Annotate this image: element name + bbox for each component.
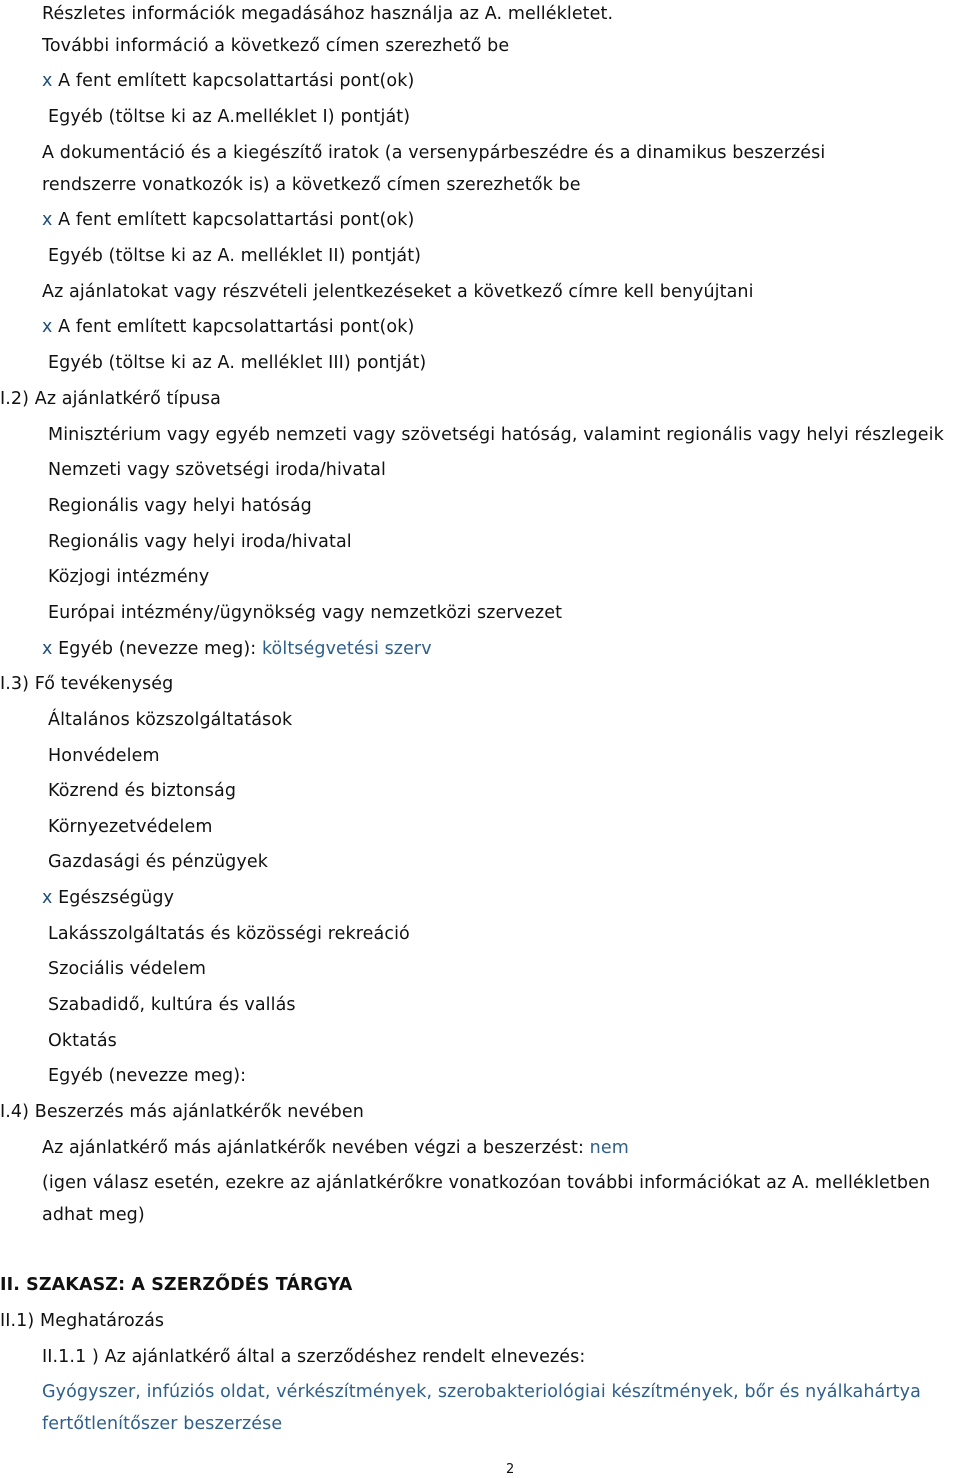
option-contact-points-checked: x A fent említett kapcsolattartási pont(ok) — [42, 317, 415, 337]
contract-name-value-cont: fertőtlenítőszer beszerzése — [42, 1414, 283, 1434]
type-option: Európai intézmény/ügynökség vagy nemzetközi szervezet — [48, 603, 563, 623]
activity-option: Gazdasági és pénzügyek — [48, 852, 268, 872]
info-source-heading: További információ a következő címen szerezhető be — [42, 36, 510, 56]
section-ii1-heading: II.1) Meghatározás — [0, 1311, 165, 1331]
behalf-answer: nem — [589, 1138, 629, 1158]
intro-text: Részletes információk megadásához használja az A. mellékletet. — [42, 4, 614, 24]
activity-option: Egyéb (nevezze meg): — [48, 1066, 247, 1086]
documentation-text-cont: rendszerre vonatkozók is) a következő címen szerezhetők be — [42, 175, 581, 195]
behalf-note: (igen válasz esetén, ezekre az ajánlatkérőkre vonatkozóan további információkat az A. mellékletben — [42, 1173, 931, 1193]
type-other-value: költségvetési szerv — [261, 639, 432, 659]
contract-name-value: Gyógyszer, infúziós oldat, vérkészítmények, szerobakteriológiai készítmények, bőr és nyálkahártya — [42, 1382, 921, 1402]
type-option: Minisztérium vagy egyéb nemzeti vagy szövetségi hatóság, valamint regionális vagy helyi részlegeik — [48, 425, 944, 445]
activity-option: Szociális védelem — [48, 959, 206, 979]
type-option-other-checked: x Egyéb (nevezze meg): költségvetési szerv — [42, 639, 432, 659]
option-contact-points-checked: x A fent említett kapcsolattartási pont(ok) — [42, 71, 415, 91]
contract-name-label: II.1.1 ) Az ajánlatkérő által a szerződéshez rendelt elnevezés: — [42, 1347, 586, 1367]
option-other: Egyéb (töltse ki az A. melléklet III) pontját) — [48, 353, 427, 373]
check-mark: x — [42, 317, 53, 337]
activity-option: Szabadidő, kultúra és vallás — [48, 995, 296, 1015]
check-mark: x — [42, 888, 53, 908]
activity-option-checked: x Egészségügy — [42, 888, 175, 908]
page-number: 2 — [506, 1462, 515, 1477]
documentation-text: A dokumentáció és a kiegészítő iratok (a versenypárbeszédre és a dinamikus beszerzési — [42, 143, 826, 163]
submission-address-text: Az ajánlatokat vagy részvételi jelentkezéseket a következő címre kell benyújtani — [42, 282, 754, 302]
section-i2-heading: I.2) Az ajánlatkérő típusa — [0, 389, 221, 409]
section-i3-heading: I.3) Fő tevékenység — [0, 674, 174, 694]
section-i4-heading: I.4) Beszerzés más ajánlatkérők nevében — [0, 1102, 364, 1122]
check-mark: x — [42, 71, 53, 91]
activity-option: Lakásszolgáltatás és közösségi rekreáció — [48, 924, 410, 944]
behalf-note-cont: adhat meg) — [42, 1205, 145, 1225]
behalf-question: Az ajánlatkérő más ajánlatkérők nevében végzi a beszerzést: nem — [42, 1138, 629, 1158]
type-option: Közjogi intézmény — [48, 567, 210, 587]
activity-option: Általános közszolgáltatások — [48, 710, 293, 730]
activity-option: Honvédelem — [48, 746, 160, 766]
option-other: Egyéb (töltse ki az A. melléklet II) pontját) — [48, 246, 422, 266]
check-mark: x — [42, 210, 53, 230]
activity-option: Közrend és biztonság — [48, 781, 237, 801]
option-contact-points-checked: x A fent említett kapcsolattartási pont(ok) — [42, 210, 415, 230]
check-mark: x — [42, 639, 53, 659]
type-option: Nemzeti vagy szövetségi iroda/hivatal — [48, 460, 386, 480]
type-option: Regionális vagy helyi hatóság — [48, 496, 312, 516]
type-option: Regionális vagy helyi iroda/hivatal — [48, 532, 352, 552]
activity-option: Oktatás — [48, 1031, 117, 1051]
section-ii-heading: II. SZAKASZ: A SZERZŐDÉS TÁRGYA — [0, 1275, 353, 1295]
option-other: Egyéb (töltse ki az A.melléklet I) pontját) — [48, 107, 411, 127]
activity-option: Környezetvédelem — [48, 817, 213, 837]
